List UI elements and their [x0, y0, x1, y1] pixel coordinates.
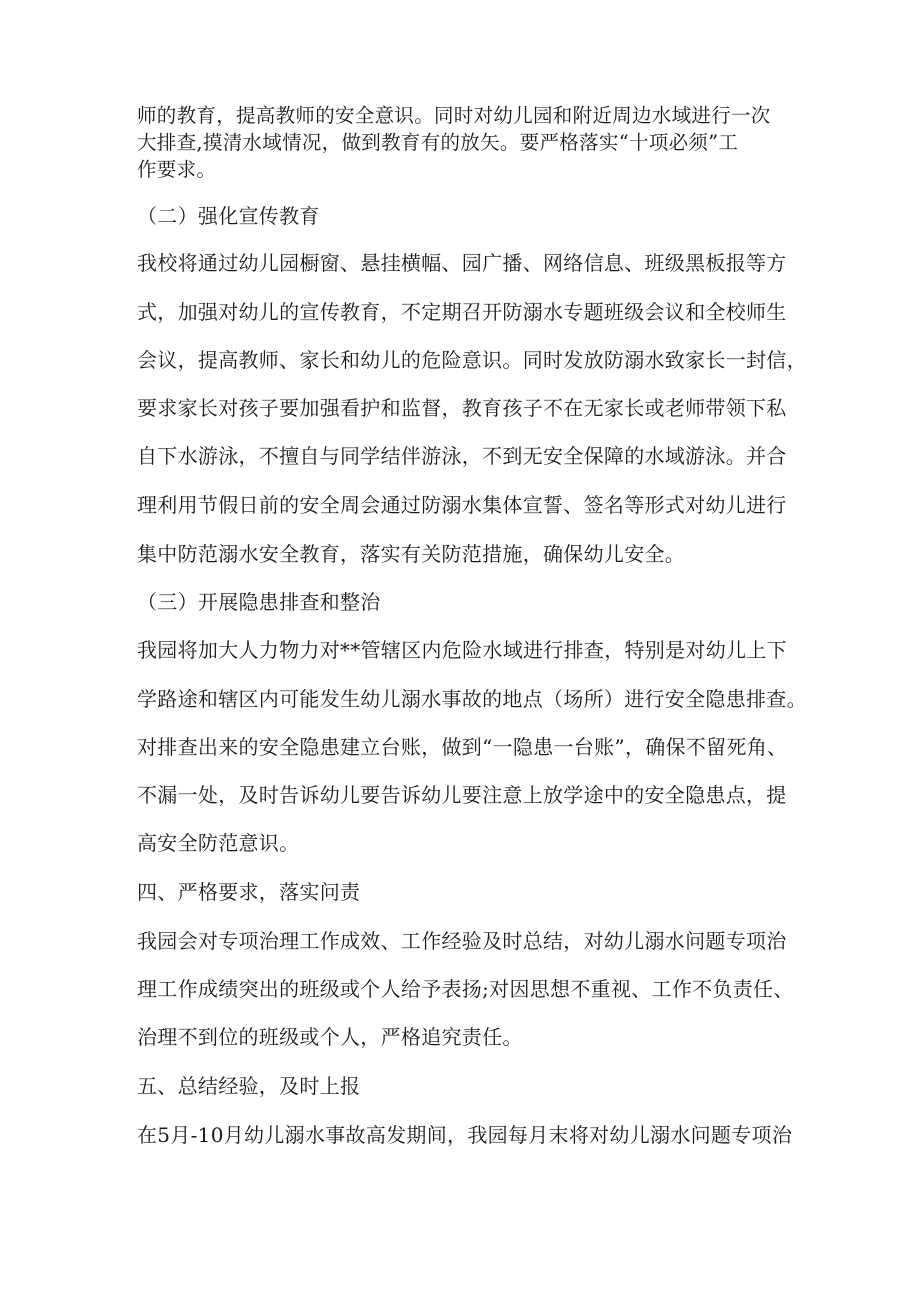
paragraph-line: 师的教育，提高教师的安全意识。同时对幼儿园和附近周边水域进行一次: [137, 104, 771, 127]
paragraph-line: 高安全防范意识。: [137, 831, 300, 855]
section-heading: 五、总结经验，及时上报: [137, 1074, 361, 1098]
paragraph-line: 治理不到位的班级或个人，严格追究责任。: [137, 1025, 523, 1049]
paragraph-line: 集中防范溺水安全教育，落实有关防范措施，确保幼儿安全。: [137, 542, 686, 566]
paragraph-line: 理利用节假日前的安全周会通过防溺水集体宣誓、签名等形式对幼儿进行: [137, 493, 787, 517]
paragraph-line: 作要求。: [137, 158, 217, 181]
section-heading: （二）强化宣传教育: [137, 204, 320, 228]
paragraph-line: 会议，提高教师、家长和幼儿的危险意识。同时发放防溺水致家长一封信，: [137, 348, 807, 372]
paragraph-line: 式，加强对幼儿的宣传教育，不定期召开防溺水专题班级会议和全校师生: [137, 300, 787, 324]
paragraph-line: 不漏一处，及时告诉幼儿要告诉幼儿要注意上放学途中的安全隐患点，提: [137, 783, 787, 807]
paragraph-line: 要求家长对孩子要加强看护和监督，教育孩子不在无家长或老师带领下私: [137, 396, 787, 420]
paragraph-line: 学路途和辖区内可能发生幼儿溺水事故的地点（场所）进行安全隐患排查。: [137, 687, 807, 711]
section-heading: （三）开展隐患排查和整治: [137, 590, 381, 614]
paragraph-line: 我园将加大人力物力对**管辖区内危险水域进行排查，特别是对幼儿上下: [137, 638, 787, 662]
paragraph-line: 理工作成绩突出的班级或个人给予表扬;对因思想不重视、工作不负责任、: [137, 977, 794, 1001]
paragraph-line: 大排查,摸清水域情况，做到教育有的放矢。要严格落实“十项必须”工: [137, 131, 739, 154]
paragraph-line: 对排查出来的安全隐患建立台账，做到“一隐患一台账”，确保不留死角、: [137, 735, 788, 759]
paragraph-line: 自下水游泳，不擅自与同学结伴游泳，不到无安全保障的水域游泳。并合: [137, 444, 787, 468]
paragraph-line: 我园会对专项治理工作成效、工作经验及时总结，对幼儿溺水问题专项治: [137, 929, 787, 953]
paragraph-line: 我校将通过幼儿园橱窗、悬挂横幅、园广播、网络信息、班级黑板报等方: [137, 251, 787, 275]
section-heading: 四、严格要求，落实问责: [137, 880, 361, 904]
paragraph-line: 在5月-10月幼儿溺水事故高发期间，我园每月末将对幼儿溺水问题专项治: [137, 1123, 793, 1147]
